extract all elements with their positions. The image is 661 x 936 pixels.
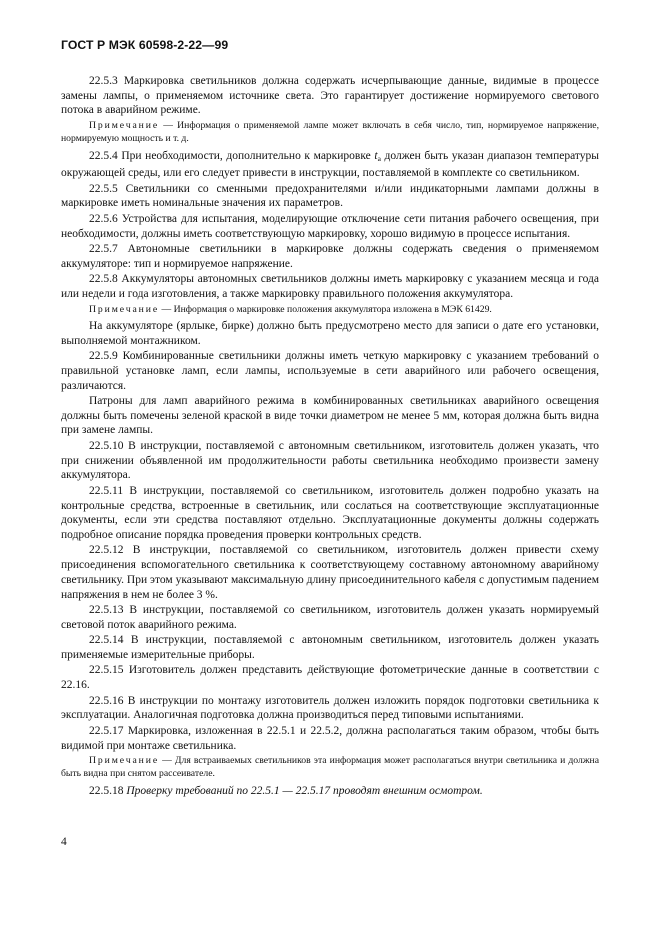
note-label: Примечание bbox=[89, 119, 160, 131]
paragraph: 22.5.14 В инструкции, поставляемой с автономным светильником, изготовитель должен указать применяемые измерительные приборы. bbox=[61, 634, 599, 661]
document-body bbox=[61, 74, 599, 799]
note-dash: — bbox=[159, 119, 178, 131]
note-text: Для встраиваемых светильников эта информация может располагаться внутри светильника и должна быть видна при снятом рассеивателе. bbox=[61, 755, 600, 780]
paragraph: 22.5.8 Аккумуляторы автономных светильников должны иметь маркировку с указанием месяца и года или недели и года изготовления, а также маркировку правильного положения аккумулятора. bbox=[61, 273, 599, 301]
note-label: Примечание bbox=[89, 755, 160, 767]
note-paragraph bbox=[61, 119, 599, 145]
paragraph-text: должен быть указан диапазон температуры окружающей среды, или его следует привести в инструкции, поставляемой в комплекте со светильником. bbox=[61, 149, 600, 180]
paragraph: 22.5.15 Изготовитель должен представить действующие фотометрические данные в соответствии с 22.16. bbox=[61, 664, 599, 692]
paragraph-text: 22.5.4 При необходимости, дополнительно к маркировке bbox=[89, 149, 375, 162]
paragraph bbox=[61, 149, 599, 181]
paragraph: На аккумуляторе (ярлыке, бирке) должно быть предусмотрено место для записи о дате его установки, выполняемой монтажником. bbox=[61, 319, 599, 347]
note-dash: — bbox=[159, 755, 175, 767]
ta-subscript: a bbox=[377, 153, 381, 163]
paragraph: 22.5.16 В инструкции по монтажу изготовитель должен изложить порядок подготовки светильника к эксплуатации. Аналогичная подготовка должна производиться перед типовыми испытаниями. bbox=[61, 694, 599, 722]
note-label: Примечание bbox=[89, 303, 160, 315]
note-text: Информация о применяемой лампе может включать в себя число, тип, нормируемое напряжение, нормируемую мощность и т. д. bbox=[61, 119, 600, 145]
note-paragraph bbox=[61, 303, 599, 316]
paragraph: Патроны для ламп аварийного режима в комбинированных светильниках аварийного освещения должны быть помечены зеленой краской в виде точки диаметром не менее 5 мм, которая должна быть видна при замене лампы. bbox=[61, 395, 599, 437]
paragraph: 22.5.9 Комбинированные светильники должны иметь четкую маркировку с указанием требований о правильной установке ламп, если лампы, используемые в сети аварийного или рабочего освещения, различаются. bbox=[61, 350, 599, 392]
paragraph: 22.5.11 В инструкции, поставляемой со светильником, изготовитель должен подробно указать на контрольные средства, встроенные в светильник, или сослаться на соответствующие эксплуатационные документы, если эти средства поставляют отдельно. Эксплуатационные документы должны содержать подробное описание порядка проведения проверки контрольных средств. bbox=[61, 484, 599, 541]
paragraph: 22.5.5 Светильники со сменными предохранителями и/или индикаторными лампами должны в маркировке иметь номинальные значения их параметров. bbox=[61, 182, 599, 210]
paragraph: 22.5.10 В инструкции, поставляемой с автономным светильником, изготовитель должен указать, что при снижении объявленной им продолжительности работы светильника необходимо произвести замену аккумулятора. bbox=[61, 439, 599, 482]
ta-symbol: t bbox=[374, 149, 378, 162]
page-number: 4 bbox=[61, 836, 67, 848]
paragraph: 22.5.3 Маркировка светильников должна содержать исчерпывающие данные, видимые в процессе замены лампы, о применяемом источнике света. Это гарантирует достижение нормируемого светового потока в аварийном режиме. bbox=[61, 75, 599, 117]
paragraph: 22.5.13 В инструкции, поставляемой со светильником, изготовитель должен указать нормируемый световой поток аварийного режима. bbox=[61, 604, 599, 631]
paragraph bbox=[61, 784, 599, 799]
paragraph: 22.5.17 Маркировка, изложенная в 22.5.1 и 22.5.2, должна располагаться таким образом, чтобы быть видимой при монтаже светильника. bbox=[61, 724, 599, 752]
note-paragraph bbox=[61, 754, 599, 780]
paragraph: 22.5.12 В инструкции, поставляемой со светильником, изготовитель должен привести схему присоединения вспомогательного светильника к соответствующему составному автономному аварийному светильнику. При этом указывают максимальную длину присоединительного кабеля с допустимым падением напряжения в нем не более 3 %. bbox=[61, 544, 599, 601]
paragraph: 22.5.6 Устройства для испытания, моделирующие отключение сети питания рабочего освещения, при необходимости, должны иметь соответствующую маркировку, хорошо видимую в процессе испытания. bbox=[61, 212, 599, 240]
document-header: ГОСТ Р МЭК 60598-2-22—99 bbox=[61, 38, 229, 52]
note-dash: — bbox=[159, 303, 174, 315]
note-text: Информация о маркировке положения аккумулятора изложена в МЭК 61429. bbox=[173, 303, 492, 315]
paragraph-number: 22.5.18 bbox=[89, 784, 127, 797]
paragraph: 22.5.7 Автономные светильники в маркировке должны содержать сведения о применяемом аккумуляторе: тип и нормируемое напряжение. bbox=[61, 243, 599, 270]
paragraph-italic-text: Проверку требований по 22.5.1 — 22.5.17 проводят внешним осмотром. bbox=[126, 784, 483, 797]
